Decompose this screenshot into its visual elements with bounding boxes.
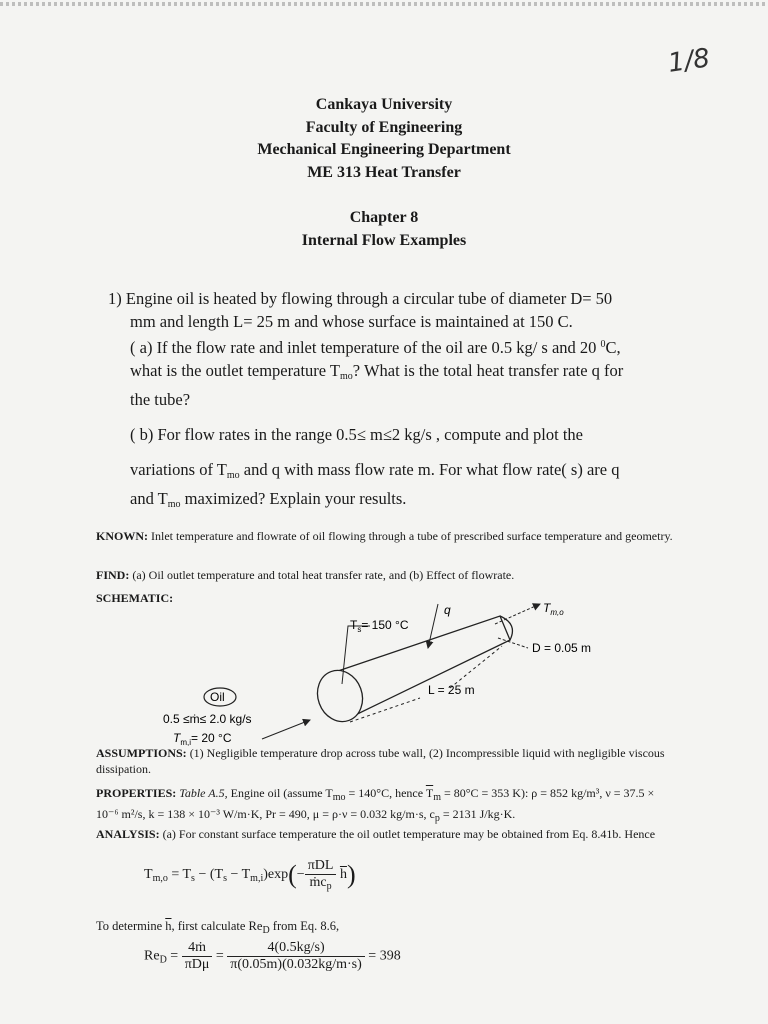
page-number: 1/8 [666,43,712,79]
problem-line-6-end: 2 kg/s , compute and plot the [391,425,584,444]
re-f2-denominator: π(0.05m)(0.032kg/m·s) [230,957,362,972]
problem-line-2: mm and length L= 25 m and whose surface is maintained at 150 C. [130,312,573,331]
schematic-label: SCHEMATIC: [96,591,174,605]
to-determine-line [96,918,676,939]
to-determine-text: To determine [96,919,166,933]
problem-line-3-end: C, [605,338,621,357]
problem-line-7: variations of T [130,460,227,479]
eq1-tmi-sub: m,i [250,873,264,885]
outlet-temp-equation: $T_{m,o} = T_s - (T_s - T_{m,i})\exp(-$ $\frac{\text{πDL}}{ṁc_p}$ $\overline{h}$) [144,858,356,892]
re-symbol: Re [144,948,160,964]
problem-statement [108,287,708,516]
properties-text-1b: = 140°C, hence [345,786,426,800]
university-name: Cankaya University [315,96,453,113]
re-fraction-2 [227,940,365,973]
length-label: L = 25 m [428,683,475,697]
re-f1-numerator: 4ṁ [182,940,213,957]
eq1-ts-sub: s [191,873,195,885]
diameter-label: D = 0.05 m [532,641,592,655]
properties-text-2: kg/m³, ν = 37.5 × 10⁻⁶ m²/s, k = 138 × 10⁻³ W/m·K, Pr = 490, μ = ρ·ν = 0.032 kg/m·s, c [96,786,655,821]
problem-number: 1) [108,289,122,308]
properties-table: Table A.5, [179,786,228,800]
analysis-section [96,826,676,842]
properties-tm-bar: $\overline{T}$ [425,786,434,800]
find-text: (a) Oil outlet temperature and total heat transfer rate, and (b) Effect of flowrate. [132,568,515,582]
chapter-heading [0,207,768,252]
re-sub: D [159,954,167,966]
known-section [96,528,676,544]
eq1-den-sub: p [326,881,332,892]
properties-sub-m: m [433,792,441,803]
subscript-mo-3: mo [167,499,181,510]
eq1-denominator: ṁc [309,875,327,890]
analysis-text: (a) For constant surface temperature the oil outlet temperature may be obtained from Eq. 8.41b. Hence [162,827,656,841]
problem-line-8: and T [130,489,168,508]
properties-label: PROPERTIES: [96,786,177,800]
re-f1-denominator: πDμ [184,957,210,972]
chapter-number: Chapter 8 [349,209,419,226]
problem-line-6-m: m [365,425,383,444]
department-name: Mechanical Engineering Department [257,141,511,158]
eq1-numerator: πDL [305,858,337,875]
eq1-exp: )exp [263,867,289,883]
ts-label: $T_s= 150$ °C [350,618,409,634]
to-determine-rest: , first calculate Re [171,919,263,933]
properties-section [96,785,676,827]
properties-text-1: Engine oil (assume T [230,786,333,800]
q-label: q [444,603,451,617]
known-text: Inlet temperature and flowrate of oil flowing through a tube of prescribed surface temperature and geometry. [151,529,673,543]
problem-line-8-end: maximized? Explain your results. [180,489,407,508]
problem-line-4-end: ? What is the total heat transfer rate q for [352,361,624,380]
to-determine-sub: D [262,925,270,936]
properties-text-1c: = 80°C = 353 K): ρ = 852 [440,786,569,800]
course-name: ME 313 Heat Transfer [307,163,461,181]
eq1-tm-sub: m,o [152,873,168,885]
oil-label: Oil [210,690,225,704]
properties-sub-p: p [434,813,440,824]
assumptions-label: ASSUMPTIONS: [96,746,187,760]
problem-line-3: ( a) If the flow rate and inlet temperature of the oil are 0.5 kg/ s and 20 [130,338,597,357]
tmo-label: $T_{m,o}$ [543,601,564,617]
analysis-label: ANALYSIS: [96,827,160,841]
eq1-minus-ts: − (T [194,867,224,883]
eq1-hbar: $\overline{h}$ [339,867,347,883]
tmi-label: $T_{m,i}= 20$ °C [173,731,232,747]
faculty-name: Faculty of Engineering [305,118,463,136]
re-value: = 398 [368,948,401,964]
flow-range-label: 0.5 ≤ṁ≤ 2.0 kg/s [163,712,252,726]
subscript-mo-2: mo [226,470,240,481]
properties-sub-mo: mo [332,792,346,803]
assumptions-text: (1) Negligible temperature drop across tube wall, (2) Incompressible liquid with negligible viscous dissipation. [96,746,665,776]
find-label: FIND: [96,568,130,582]
to-determine-hbar: $\overline{h}$ [165,919,172,933]
problem-line-7-end: and q with mass flow rate m. For what flow rate( s) are q [239,460,620,479]
document-header [0,94,768,184]
tube-schematic [150,596,630,748]
eq1-equals-ts: = T [167,867,192,883]
re-f2-numerator: 4(0.5kg/s) [227,940,365,957]
problem-line-6: ( b) For flow rates in the range 0.5 [130,425,357,444]
reynolds-equation: $Re_D$ = $\frac{\text{4ṁ}}{\text{πDμ}}$ = $\frac{4(0.5kg/s)}{\pi(0.05m)(0.032kg/m\cdot s)}$ = 398 [144,940,401,972]
problem-line-1: Engine oil is heated by flowing through a circular tube of diameter D= 50 [125,289,613,308]
degree-superscript: 0 [600,339,606,350]
known-label: KNOWN: [96,529,148,543]
scan-top-edge [0,2,768,6]
re-fraction-1 [182,940,213,973]
eq1-ts-sub-2: s [223,873,227,885]
find-section [96,567,676,583]
eq1-minus-tmi: − T [226,867,251,883]
problem-line-5: the tube? [130,390,191,409]
properties-text-2b: = 2131 J/kg·K. [439,807,516,821]
to-determine-end: from Eq. 8.6, [269,919,340,933]
eq1-fraction [305,858,337,892]
le-symbol-2: ≤ [382,425,392,444]
eq1-tm: T [144,867,153,883]
problem-line-4: what is the outlet temperature T [130,361,341,380]
subscript-mo: mo [340,371,353,382]
le-symbol: ≤ [356,425,366,444]
assumptions-section [96,745,676,777]
chapter-title: Internal Flow Examples [301,231,467,249]
